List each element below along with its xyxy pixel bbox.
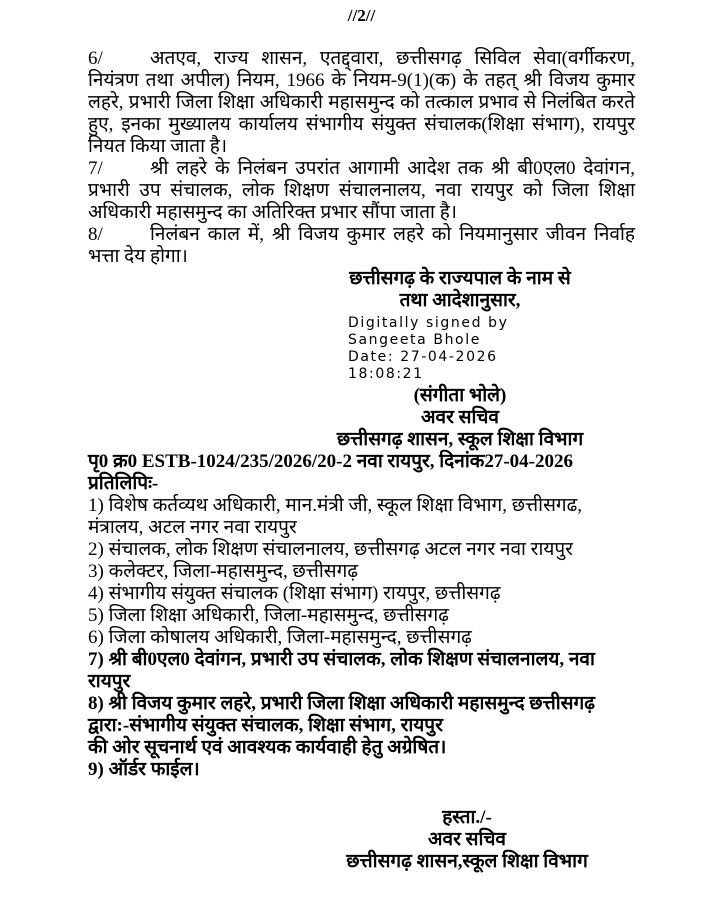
page-number: //2//: [347, 6, 376, 25]
signatory-block: [315, 385, 605, 451]
paragraph-8-number: 8/: [88, 224, 103, 245]
signatory-department: छत्तीसगढ़ शासन, स्कूल शिक्षा विभाग: [336, 429, 584, 450]
reference-line: पृ0 क्र0 ESTB-1024/235/2026/20-2 नवा रायपुर, दिनांक27-04-2026: [88, 451, 573, 472]
copy-routing-line-1: द्वारा:-संभागीय संयुक्त संचालक, शिक्षा संभाग, रायपुर: [88, 715, 443, 736]
copy-heading: प्रतिलिपिः-: [88, 473, 159, 494]
authority-line-1: छत्तीसगढ़ के राज्यपाल के नाम से: [349, 268, 571, 289]
authority-line-2: तथा आदेशानुसार,: [399, 290, 521, 311]
copy-item-6: 6) जिला कोषालय अधिकारी, जिला-महासमुन्द, छत्तीसगढ़: [88, 627, 472, 648]
digital-signature-line: 18:08:21: [348, 366, 424, 382]
paragraph-6-text: अतएव, राज्य शासन, एतद्द्वारा, छत्तीसगढ़ सिविल सेवा(वर्गीकरण, नियंत्रण तथा अपील) नियम, 1966 के नियम-9(1)(क) के तहत् श्री विजय कुमार लहरे, प्रभारी जिला शिक्षा अधिकारी महासमुन्द को तत्काल प्रभाव से निलंबित करते हुए, इनका मुख्यालय कार्यालय संभागीय संयुक्त संचालक(शिक्षा संभाग), रायपुर नियत किया जाता है।: [88, 48, 635, 157]
digital-signature-line: Date: 27-04-2026: [348, 349, 498, 365]
signatory-designation: अवर सचिव: [421, 407, 499, 428]
copy-item-7: 7) श्री बी0एल0 देवांगन, प्रभारी उप संचालक, लोक शिक्षण संचालनालय, नवा रायपुर: [88, 649, 595, 692]
paragraph-6: [88, 48, 635, 158]
copy-item-2: 2) संचालक, लोक शिक्षण संचालनालय, छत्तीसगढ़ अटल नगर नवा रायपुर: [88, 539, 573, 560]
authority-block: [315, 268, 605, 312]
closing-signature-block: [330, 807, 604, 873]
copy-list: [88, 495, 635, 781]
paragraph-8: [88, 224, 635, 268]
paragraph-7-number: 7/: [88, 158, 103, 179]
paragraph-8-text: निलंबन काल में, श्री विजय कुमार लहरे को नियमानुसार जीवन निर्वाह भत्ता देय होगा।: [88, 224, 635, 267]
digital-signature-stamp: [348, 315, 635, 383]
copy-item-5: 5) जिला शिक्षा अधिकारी, जिला-महासमुन्द, छत्तीसगढ़: [88, 605, 449, 626]
copy-item-8: 8) श्री विजय कुमार लहरे, प्रभारी जिला शिक्षा अधिकारी महासमुन्द छत्तीसगढ़: [88, 693, 595, 714]
signatory-name: (संगीता भोले): [413, 385, 507, 406]
closing-sign: हस्ता./-: [442, 807, 492, 828]
closing-designation: अवर सचिव: [428, 829, 506, 850]
paragraph-7: [88, 158, 635, 224]
copy-item-9: 9) ऑर्डर फाईल।: [88, 759, 200, 780]
copy-item-3: 3) कलेक्टर, जिला-महासमुन्द, छत्तीसगढ़: [88, 561, 359, 582]
digital-signature-line: Sangeeta Bhole: [348, 332, 481, 348]
digital-signature-line: Digitally signed by: [348, 315, 509, 331]
copy-item-1: 1) विशेष कर्तव्यथ अधिकारी, मान.मंत्री जी, स्कूल शिक्षा विभाग, छत्तीसगढ, मंत्रालय, अटल नगर नवा रायपुर: [88, 495, 583, 538]
paragraph-6-number: 6/: [88, 48, 103, 69]
closing-department: छत्तीसगढ़ शासन,स्कूल शिक्षा विभाग: [346, 851, 588, 872]
copy-routing-line-2: की ओर सूचनार्थ एवं आवश्यक कार्यवाही हेतु अग्रेषित।: [88, 737, 447, 758]
paragraph-7-text: श्री लहरे के निलंबन उपरांत आगामी आदेश तक श्री बी0एल0 देवांगन, प्रभारी उप संचालक, लोक शिक्षण संचालनालय, नवा रायपुर को जिला शिक्षा अधिकारी महासमुन्द का अतिरिक्त प्रभार सौंपा जाता है।: [88, 158, 635, 223]
copy-item-4: 4) संभागीय संयुक्त संचालक (शिक्षा संभाग) रायपुर, छत्तीसगढ़: [88, 583, 501, 604]
